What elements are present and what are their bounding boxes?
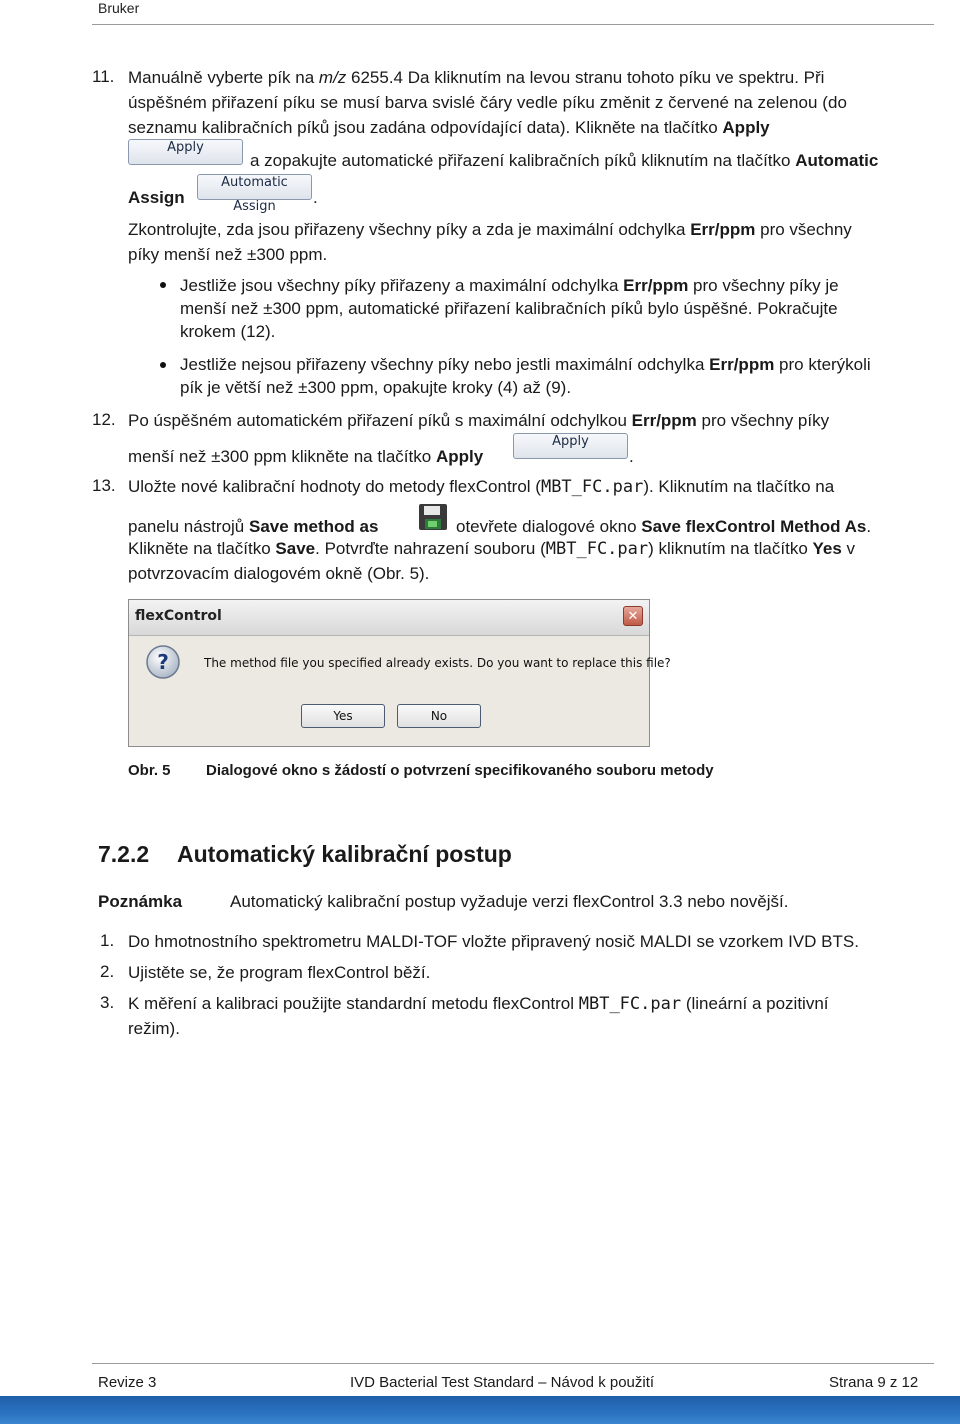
bullet-1-line-2: menší než ±300 ppm, automatické přiřazení kalibračních píků bylo úspěšné. Pokračujte xyxy=(180,299,838,318)
step-11-line-5-b: . xyxy=(313,188,318,207)
dialog-message: The method file you specified already exists. Do you want to replace this file? xyxy=(204,656,671,670)
list-3-number: 3. xyxy=(100,993,115,1012)
list-3-text: K měření a kalibraci použijte standardní metodu flexControl MBT_FC.par (lineární a pozitivní xyxy=(128,994,829,1014)
no-button[interactable]: No xyxy=(397,704,481,728)
svg-text:?: ? xyxy=(157,650,169,674)
bullet-1-line-1: Jestliže jsou všechny píky přiřazeny a maximální odchylka Err/ppm pro všechny píky je xyxy=(180,276,839,295)
list-1-text: Do hmotnostního spektrometru MALDI-TOF vložte připravený nosič MALDI se vzorkem IVD BTS. xyxy=(128,932,859,951)
question-icon xyxy=(145,644,181,680)
dialog-title: flexControl xyxy=(135,608,222,624)
footer-page-number: Strana 9 z 12 xyxy=(829,1374,919,1391)
step-13-line-3: Klikněte na tlačítko Save. Potvrďte nahrazení souboru (MBT_FC.par) kliknutím na tlačítko Yes v xyxy=(128,539,856,559)
step-12-line-1: Po úspěšném automatickém přiřazení píků s maximální odchylkou Err/ppm pro všechny píky xyxy=(128,411,830,430)
note-label: Poznámka xyxy=(98,892,183,911)
figure-number: Obr. 5 xyxy=(128,762,171,779)
confirm-dialog-screenshot xyxy=(128,599,671,747)
footer-document-title: IVD Bacterial Test Standard – Návod k použití xyxy=(350,1374,655,1391)
footer-revision: Revize 3 xyxy=(98,1374,157,1391)
bullet-1-dot xyxy=(160,282,166,288)
yes-button[interactable]: Yes xyxy=(301,704,385,728)
figure-caption: Dialogové okno s žádostí o potvrzení specifikovaného souboru metody xyxy=(206,762,714,779)
step-11-line-3: seznamu kalibračních píků jsou zadána odpovídající data). Klikněte na tlačítko Apply xyxy=(128,118,770,137)
dialog-titlebar xyxy=(129,600,649,636)
list-3-text-cont: režim). xyxy=(128,1019,180,1038)
note-text: Automatický kalibrační postup vyžaduje verzi flexControl 3.3 nebo novější. xyxy=(230,892,789,911)
list-2-number: 2. xyxy=(100,962,115,981)
header-brand: Bruker xyxy=(98,0,140,16)
automatic-assign-button-image: Automatic Assign xyxy=(197,174,312,200)
step-11-line-1: Manuálně vyberte pík na m/z 6255.4 Da kliknutím na levou stranu tohoto píku ve spektru. Při xyxy=(128,68,825,87)
section-number: 7.2.2 xyxy=(98,841,150,867)
save-method-as-icon xyxy=(418,503,448,531)
check-line-2: píky menší než ±300 ppm. xyxy=(128,245,328,264)
step-11-line-2: úspěšném přiřazení píku se musí barva svislé čáry vedle píku změnit z červené na zelenou (do xyxy=(128,93,847,112)
footer-color-bar xyxy=(0,1396,960,1424)
step-13-line-1: Uložte nové kalibrační hodnoty do metody flexControl (MBT_FC.par). Kliknutím na tlačítko na xyxy=(128,477,835,497)
section-title: Automatický kalibrační postup xyxy=(177,841,512,867)
bullet-2-line-1: Jestliže nejsou přiřazeny všechny píky nebo jestli maximální odchylka Err/ppm pro kterýkoli xyxy=(180,355,871,374)
step-11-line-4: a zopakujte automatické přiřazení kalibračních píků kliknutím na tlačítko Automatic xyxy=(250,151,879,170)
step-13-line-4: potvrzovacím dialogovém okně (Obr. 5). xyxy=(128,564,430,583)
step-12-line-2: menší než ±300 ppm klikněte na tlačítko Apply xyxy=(128,447,484,466)
header-divider xyxy=(92,24,934,25)
check-line-1: Zkontrolujte, zda jsou přiřazeny všechny píky a zda je maximální odchylka Err/ppm pro všechny xyxy=(128,220,852,239)
bullet-2-line-2: pík je větší než ±300 ppm, opakujte kroky (4) až (9). xyxy=(180,378,572,397)
footer-divider xyxy=(92,1363,934,1364)
close-icon[interactable]: ✕ xyxy=(623,606,643,626)
bullet-2-dot xyxy=(160,362,166,368)
bullet-1-line-3: krokem (12). xyxy=(180,322,276,341)
step-12-number: 12. xyxy=(92,410,116,429)
step-13-number: 13. xyxy=(92,476,116,495)
list-2-text: Ujistěte se, že program flexControl běží. xyxy=(128,963,431,982)
apply-button-image-2: Apply xyxy=(513,433,628,459)
step-12-period: . xyxy=(629,447,634,466)
step-11-line-5-a: Assign xyxy=(128,188,185,207)
step-13-line-2-b: otevřete dialogové okno Save flexControl Method As. xyxy=(456,517,872,536)
list-1-number: 1. xyxy=(100,931,115,950)
step-11-number: 11. xyxy=(92,67,115,86)
step-13-line-2-a: panelu nástrojů Save method as xyxy=(128,517,379,536)
apply-button-image: Apply xyxy=(128,139,243,165)
